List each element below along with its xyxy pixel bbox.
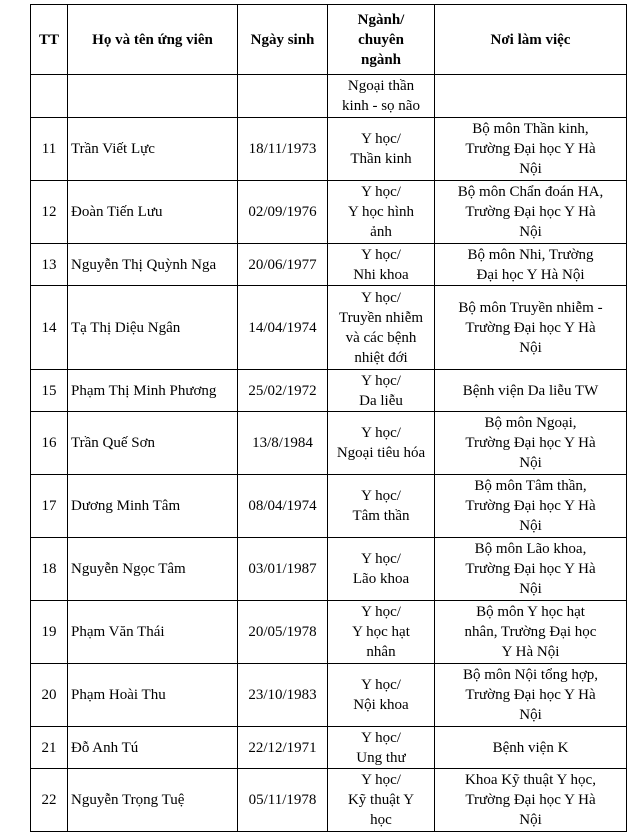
cell-name: Trần Quế Sơn xyxy=(68,412,238,475)
work-line: Khoa Kỹ thuật Y học, xyxy=(465,772,596,788)
major-line: Y học/ xyxy=(361,131,401,147)
cell-major xyxy=(328,538,435,601)
major-line: nhân xyxy=(366,644,396,660)
cell-tt: 15 xyxy=(31,370,68,412)
major-line: Y học/ xyxy=(361,604,401,620)
major-line: Y học/ xyxy=(361,729,401,746)
cell-tt xyxy=(31,75,68,118)
table-row xyxy=(31,538,627,601)
work-line: Trường Đại học Y Hà xyxy=(465,435,596,451)
cell-tt: 21 xyxy=(31,727,68,769)
cell-name: Tạ Thị Diệu Ngân xyxy=(68,286,238,370)
work-line: Bộ môn Tâm thần, xyxy=(474,478,587,494)
table-row xyxy=(31,244,627,286)
cell-work xyxy=(435,538,627,601)
cell-dob: 05/11/1978 xyxy=(238,769,328,832)
cell-major xyxy=(328,769,435,832)
major-line: Kỹ thuật Y xyxy=(347,792,415,808)
cell-dob: 02/09/1976 xyxy=(238,181,328,244)
work-line: Bệnh viện K xyxy=(492,739,569,756)
cell-name: Trần Viết Lực xyxy=(68,118,238,181)
work-line: Bộ môn Y học hạt xyxy=(476,604,585,620)
major-line: Y học/ xyxy=(361,425,401,441)
cell-major xyxy=(328,664,435,727)
cell-tt: 18 xyxy=(31,538,68,601)
major-line: Y học/ xyxy=(361,372,401,389)
cell-dob: 13/8/1984 xyxy=(238,412,328,475)
work-line: Nội xyxy=(519,707,542,723)
cell-name: Nguyễn Ngọc Tâm xyxy=(68,538,238,601)
work-line: Nội xyxy=(519,518,542,534)
work-line: Trường Đại học Y Hà xyxy=(465,204,596,220)
major-line: Nhi khoa xyxy=(353,266,409,283)
cell-dob: 22/12/1971 xyxy=(238,727,328,769)
cell-name: Đoàn Tiến Lưu xyxy=(68,181,238,244)
major-line: Y học/ xyxy=(361,184,401,200)
cell-tt: 14 xyxy=(31,286,68,370)
cell-major xyxy=(328,181,435,244)
cell-name: Nguyễn Trọng Tuệ xyxy=(68,769,238,832)
cell-dob: 14/04/1974 xyxy=(238,286,328,370)
cell-name: Đỗ Anh Tú xyxy=(68,727,238,769)
cell-work xyxy=(435,412,627,475)
header-major xyxy=(328,5,435,75)
table-row xyxy=(31,475,627,538)
work-line: Bộ môn Lão khoa, xyxy=(474,541,587,557)
work-line: Trường Đại học Y Hà xyxy=(465,319,596,336)
table-row xyxy=(31,412,627,475)
continuation-row xyxy=(31,75,627,118)
major-line: Nội khoa xyxy=(353,697,409,713)
work-line: Bộ môn Nội tổng hợp, xyxy=(462,667,599,683)
work-line: Y Hà Nội xyxy=(501,644,560,660)
work-line: Nội xyxy=(519,161,542,177)
cell-name xyxy=(68,75,238,118)
major-line: Y học/ xyxy=(361,551,401,567)
header-name: Họ và tên ứng viên xyxy=(68,5,238,75)
major-line: ảnh xyxy=(370,224,392,240)
major-line: Tâm thần xyxy=(352,508,410,524)
major-line: học xyxy=(370,812,392,828)
major-line: Ngoại thần xyxy=(347,78,415,94)
work-line: Nội xyxy=(519,224,542,240)
work-line: Nội xyxy=(519,812,542,828)
header-work: Nơi làm việc xyxy=(435,5,627,75)
cell-major xyxy=(328,412,435,475)
cell-tt: 13 xyxy=(31,244,68,286)
table-row xyxy=(31,181,627,244)
header-dob: Ngày sinh xyxy=(238,5,328,75)
table-row xyxy=(31,727,627,769)
table-row xyxy=(31,769,627,832)
cell-dob: 18/11/1973 xyxy=(238,118,328,181)
cell-tt: 20 xyxy=(31,664,68,727)
cell-major xyxy=(328,370,435,412)
cell-tt: 12 xyxy=(31,181,68,244)
cell-name: Phạm Văn Thái xyxy=(68,601,238,664)
work-line: nhân, Trường Đại học xyxy=(464,624,597,640)
major-line: Y học/ xyxy=(361,289,401,306)
cell-tt: 16 xyxy=(31,412,68,475)
work-line: Trường Đại học Y Hà xyxy=(465,687,596,703)
header-tt: TT xyxy=(31,5,68,75)
major-line: Y học/ xyxy=(361,488,401,504)
major-line: Y học/ xyxy=(361,772,401,788)
work-line: Bộ môn Thần kinh, xyxy=(472,121,589,137)
work-line: Nội xyxy=(519,581,542,597)
cell-name: Dương Minh Tâm xyxy=(68,475,238,538)
cell-dob: 25/02/1972 xyxy=(238,370,328,412)
major-line: và các bệnh xyxy=(345,329,417,346)
cell-tt: 19 xyxy=(31,601,68,664)
cell-major xyxy=(328,601,435,664)
work-line: Trường Đại học Y Hà xyxy=(465,561,596,577)
major-line: Y học/ xyxy=(361,677,401,693)
major-line: Lão khoa xyxy=(352,571,410,587)
major-line: Y học hình xyxy=(347,204,415,220)
table-row xyxy=(31,370,627,412)
cell-work xyxy=(435,475,627,538)
cell-major xyxy=(328,286,435,370)
cell-name: Phạm Hoài Thu xyxy=(68,664,238,727)
cell-major xyxy=(328,118,435,181)
major-line: Y học/ xyxy=(361,246,401,263)
cell-work xyxy=(435,181,627,244)
table-row xyxy=(31,601,627,664)
cell-work xyxy=(435,370,627,412)
work-line: Bộ môn Truyền nhiễm - xyxy=(458,299,603,316)
cell-dob: 03/01/1987 xyxy=(238,538,328,601)
work-line: Nội xyxy=(519,455,542,471)
major-line: Thần kinh xyxy=(350,151,412,167)
work-line: Bộ môn Chẩn đoán HA, xyxy=(457,184,604,200)
header-major-line: chuyên xyxy=(358,31,404,48)
work-line: Bộ môn Ngoại, xyxy=(484,415,577,431)
cell-tt: 22 xyxy=(31,769,68,832)
cell-major xyxy=(328,475,435,538)
table-row xyxy=(31,118,627,181)
cell-major xyxy=(328,727,435,769)
cell-dob: 20/05/1978 xyxy=(238,601,328,664)
header-row xyxy=(31,5,627,75)
candidate-table xyxy=(30,4,627,832)
work-line: Trường Đại học Y Hà xyxy=(465,498,596,514)
cell-dob xyxy=(238,75,328,118)
cell-work xyxy=(435,664,627,727)
major-line: Truyền nhiễm xyxy=(338,309,424,326)
table-row xyxy=(31,664,627,727)
major-line: Y học hạt xyxy=(352,624,410,640)
cell-work xyxy=(435,75,627,118)
major-line: Da liễu xyxy=(359,392,403,409)
major-line: Ung thư xyxy=(356,749,406,766)
cell-major xyxy=(328,244,435,286)
work-line: Bệnh viện Da liễu TW xyxy=(462,382,599,399)
cell-major xyxy=(328,75,435,118)
work-line: Trường Đại học Y Hà xyxy=(465,792,596,808)
cell-work xyxy=(435,286,627,370)
cell-work xyxy=(435,727,627,769)
table-row xyxy=(31,286,627,370)
cell-tt: 11 xyxy=(31,118,68,181)
cell-name: Phạm Thị Minh Phương xyxy=(68,370,238,412)
cell-dob: 23/10/1983 xyxy=(238,664,328,727)
major-line: kinh - sọ não xyxy=(342,98,420,114)
cell-work xyxy=(435,601,627,664)
cell-name: Nguyễn Thị Quỳnh Nga xyxy=(68,244,238,286)
work-line: Nội xyxy=(519,339,542,356)
work-line: Đại học Y Hà Nội xyxy=(476,266,585,283)
header-major-line: ngành xyxy=(360,51,402,68)
cell-dob: 20/06/1977 xyxy=(238,244,328,286)
cell-work xyxy=(435,118,627,181)
header-major-line: Ngành/ xyxy=(357,11,405,28)
major-line: Ngoại tiêu hóa xyxy=(336,445,426,461)
major-line: nhiệt đới xyxy=(354,349,408,366)
work-line: Bộ môn Nhi, Trường xyxy=(467,246,594,263)
cell-dob: 08/04/1974 xyxy=(238,475,328,538)
work-line: Trường Đại học Y Hà xyxy=(465,141,596,157)
cell-work xyxy=(435,769,627,832)
cell-work xyxy=(435,244,627,286)
cell-tt: 17 xyxy=(31,475,68,538)
